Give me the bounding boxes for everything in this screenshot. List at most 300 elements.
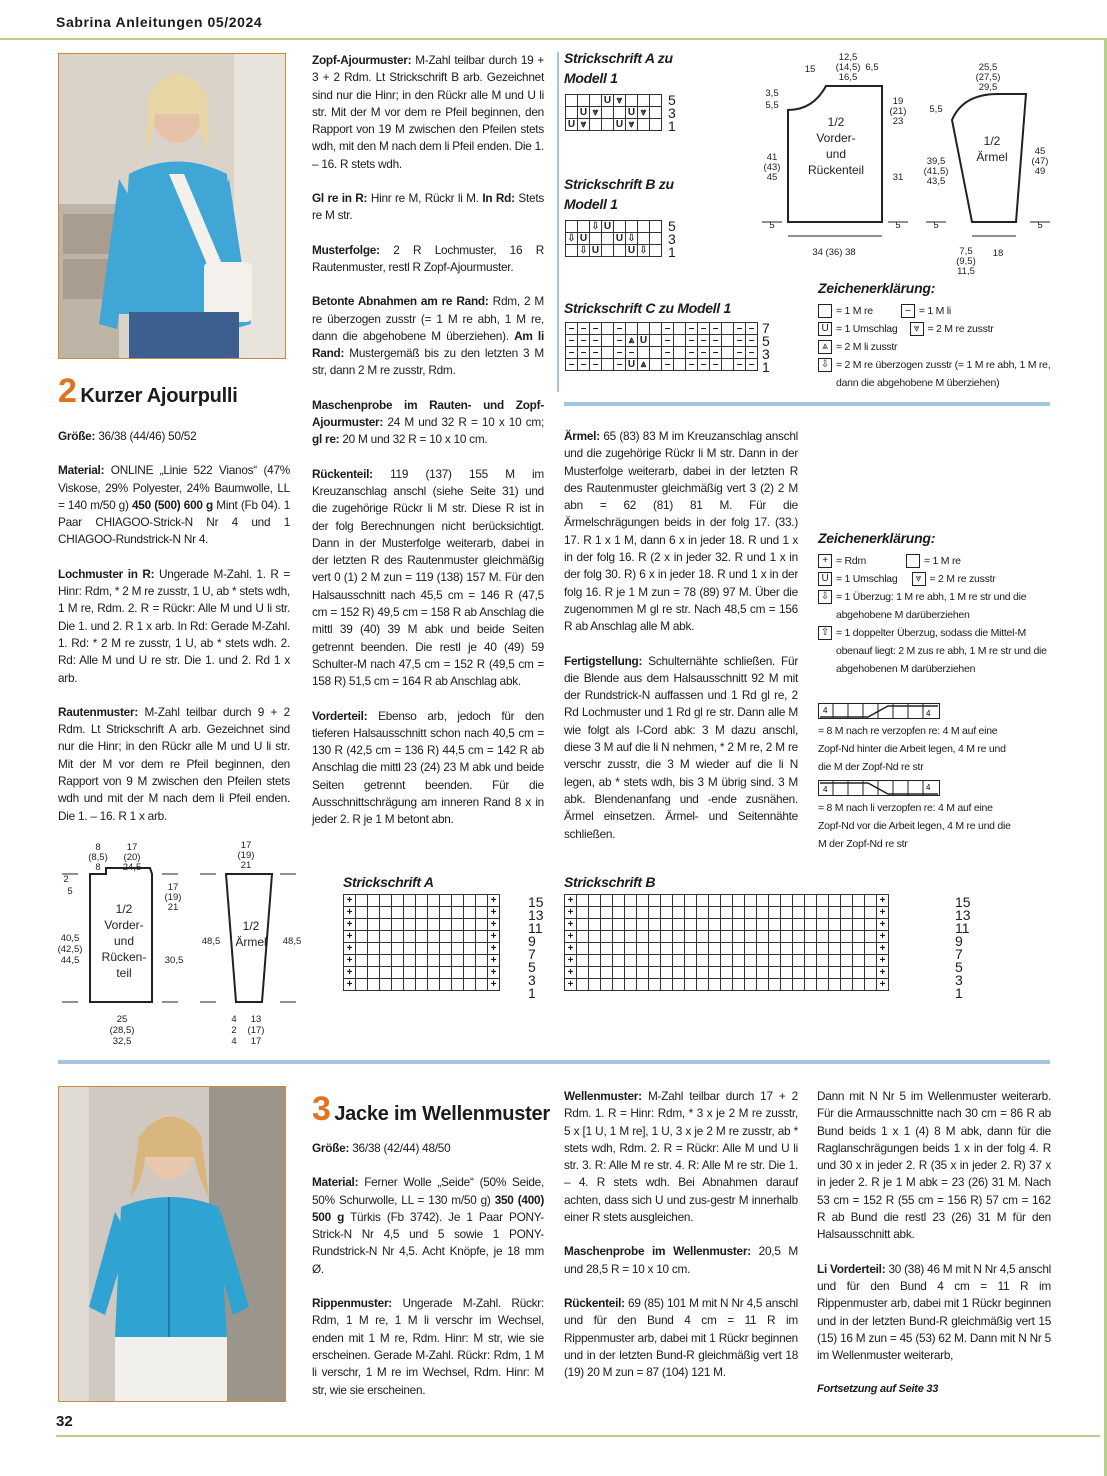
- chart-cell: [356, 931, 368, 943]
- chart-cell: [673, 895, 685, 907]
- svg-text:23: 23: [892, 116, 904, 127]
- chart-cell: [697, 919, 709, 931]
- chart-cell: [613, 967, 625, 979]
- chart-cell: [613, 919, 625, 931]
- chart-cell: [368, 967, 380, 979]
- m2-s17: 17: [240, 840, 252, 851]
- chart-a-model2-rows: 15 13 11 9 7 5 3 1: [528, 894, 544, 1001]
- chart-cell: [817, 943, 829, 955]
- chart-a-model2-title: Strickschrift A: [343, 874, 434, 890]
- chart-cell: [356, 919, 368, 931]
- svg-text:Rücken-: Rücken-: [101, 950, 147, 964]
- svg-text:4: 4: [231, 1036, 237, 1047]
- chart-cell: [661, 943, 673, 955]
- chart-cell: [649, 919, 661, 931]
- legend-model1: = 1 M re – = 1 M li U = 1 Umschlag ⩔ = 2 M re zusstr ⩓ = 2 M li zusstr ⇩ = 2 M re überzogen zusstr (= 1 M re abh, 1 M re, dann die abgehobene M überziehen): [818, 302, 1058, 392]
- m2-405: 40,5: [60, 933, 80, 944]
- chart-cell: [829, 943, 841, 955]
- chart-cell: [440, 967, 452, 979]
- chart-cell: [697, 943, 709, 955]
- svg-text:(27,5): (27,5): [975, 72, 1001, 83]
- chart-cell: [392, 967, 404, 979]
- chart-cell: [805, 967, 817, 979]
- chart-cell: [440, 979, 452, 991]
- chart-cell: [476, 943, 488, 955]
- m2-485: 48,5: [201, 936, 221, 947]
- chart-cell: +: [565, 979, 577, 991]
- chart-cell: +: [344, 931, 356, 943]
- svg-text:(43): (43): [763, 162, 781, 173]
- chart-cell: [637, 895, 649, 907]
- chart-cell: [464, 919, 476, 931]
- chart-cell: [589, 919, 601, 931]
- probe-gl-label: gl re:: [312, 432, 340, 447]
- chart-cell: [661, 955, 673, 967]
- chart-cell: +: [877, 907, 889, 919]
- material-amount: 450 (500) 600 g: [131, 497, 213, 512]
- model3-title: [312, 1090, 550, 1129]
- chart-cell: [613, 943, 625, 955]
- chart-cell: [673, 955, 685, 967]
- chart-cell: [392, 895, 404, 907]
- chart-b-model1-grid: ⇩ U ⇩ U U ⇩ ⇩ U U ⇩: [565, 220, 662, 257]
- chart-cell: [637, 967, 649, 979]
- chart-cell: [476, 955, 488, 967]
- chart-cell: [781, 907, 793, 919]
- chart-cell: [613, 979, 625, 991]
- chart-cell: [649, 967, 661, 979]
- chart-cell: [769, 955, 781, 967]
- chart-cell: [368, 919, 380, 931]
- chart-cell: [757, 943, 769, 955]
- chart-cell: [392, 979, 404, 991]
- chart-cell: [745, 895, 757, 907]
- chart-cell: [452, 931, 464, 943]
- chart-cell: [829, 967, 841, 979]
- chart-cell: [637, 919, 649, 931]
- chart-cell: [673, 919, 685, 931]
- chart-cell: [428, 895, 440, 907]
- chart-cell: [589, 967, 601, 979]
- model3-ruecken2: Dann mit N Nr 5 im Wellenmuster weiterarb. Für die Armausschnitte nach 30 cm = 86 R ab Bund beids 1 x 1 (4) 8 M abk, dann für die Raglanschrägungen beids 1 x in der folg 4. R und 30 x in jeder 2. R (35 x in jeder 2. R) 37 x in jeder 2. R je 1 M abk = 23 (26) 31 M. Nach 53 cm = 152 R (55 cm = 156 R) 57 cm = 162 R ab Bund die restl 23 (26) 31 M für den Halsausschnitt abk.: [817, 1089, 1051, 1242]
- chart-cell: [865, 955, 877, 967]
- continue-note: Fortsetzung auf Seite 33: [817, 1383, 939, 1396]
- svg-text:19: 19: [892, 96, 904, 107]
- svg-text:Ärmel: Ärmel: [235, 935, 267, 949]
- chart-cell: +: [488, 895, 500, 907]
- chart-cell: [769, 919, 781, 931]
- chart-cell: [637, 931, 649, 943]
- chart-cell: [428, 943, 440, 955]
- m2-25: 25: [116, 1014, 128, 1025]
- chart-cell: [781, 955, 793, 967]
- svg-text:4: 4: [926, 783, 931, 792]
- zopf-label: Zopf-Ajourmuster:: [312, 53, 412, 67]
- chart-cell: [416, 931, 428, 943]
- chart-c-model1-title: Strickschrift C zu Modell 1: [564, 300, 731, 316]
- svg-text:5: 5: [895, 220, 901, 231]
- chart-cell: +: [488, 907, 500, 919]
- abn-text: Rdm, 2 M re überzogen zusstr (= 1 M re abh, 1 M re, dann die abgehobene M überziehen).: [312, 294, 544, 343]
- chart-cell: +: [565, 907, 577, 919]
- sym-zusstr2-icon: ⩔: [912, 572, 926, 586]
- svg-text:5,5: 5,5: [765, 100, 779, 111]
- svg-text:Vorder-: Vorder-: [816, 131, 856, 145]
- lochmuster-text: Ungerade M-Zahl. 1. R = Hinr: Rdm, * 2 M re zusstr, 1 U, ab * stets wdh, 1 M re, Rdm. 2. R = Rückr: Alle M und U li str. Die 1. und 2. R 1 x arb. In Rd: Gerade M-Zahl. 1. Rd: * 2 M re zusstr, 1 U, ab * stets wdh. 2. Rd: Alle M und U re str. Die 1. und 2. Rd 1 x arb.: [58, 566, 290, 685]
- svg-text:49: 49: [1034, 166, 1046, 177]
- chart-cell: [476, 967, 488, 979]
- chart-cell: [589, 907, 601, 919]
- chart-cell: [685, 907, 697, 919]
- chart-cell: [428, 967, 440, 979]
- chart-cell: +: [344, 967, 356, 979]
- chart-cell: +: [565, 919, 577, 931]
- model3-heading: Jacke im Wellenmuster: [334, 1103, 550, 1125]
- material-label: Material:: [58, 463, 105, 478]
- chart-cell: [805, 907, 817, 919]
- svg-text:16,5: 16,5: [838, 72, 858, 83]
- vorder-text: Ebenso arb, jedoch für den tieferen Halsausschnitt schon nach 40,5 cm = 130 R (42,5 cm = 136 R) 44,5 cm = 142 R ab Anschlag die mittl 23 (24) 23 M abk und beide Seiten getrennt beenden. Für die Ausschnittschrägung am inneren Rand 8 x in jeder 2. R je 1 M betont abn.: [312, 708, 544, 827]
- ruecken-text: 119 (137) 155 M im Kreuzanschlag anschl (siehe Seite 31) und die zugehörige Rückr li M str. Diese R ist in der folg Berechnungen nicht berücksichtigt. Dann in der Musterfolge weiterarb, dabei in der letzten R des Rautenmuster gleichmäßig vert 0 (1) 2 M zun = 119 (138) 157 M. Für den Halsausschnitt nach 45,5 cm = 146 R (47,5 cm = 152 R) 49,5 cm = 158 R ab Anschlag die mittl 39 (40) 39 M abk und beide Seiten getrennt beenden. Die restl je 40 (49) 59 Schulter-M nach 47,5 cm = 152 R (49,5 cm = 158 R) 51,5 cm = 164 R ab Anschlag abk.: [312, 466, 545, 689]
- chart-cell: [416, 919, 428, 931]
- chart-cell: [853, 955, 865, 967]
- chart-cell: [781, 979, 793, 991]
- svg-text:21: 21: [240, 860, 252, 871]
- chart-cell: [464, 955, 476, 967]
- chart-cell: [733, 943, 745, 955]
- chart-cell: [380, 895, 392, 907]
- chart-cell: [625, 979, 637, 991]
- chart-cell: [769, 943, 781, 955]
- chart-cell: [793, 967, 805, 979]
- chart-cell: +: [877, 967, 889, 979]
- svg-text:(8,5): (8,5): [88, 852, 108, 863]
- chart-cell: [476, 895, 488, 907]
- chart-cell: [368, 895, 380, 907]
- chart-cell: [464, 895, 476, 907]
- chart-cell: [853, 967, 865, 979]
- chart-cell: [829, 919, 841, 931]
- chart-cell: [793, 895, 805, 907]
- folge-label: Musterfolge:: [312, 242, 380, 257]
- svg-text:4: 4: [926, 709, 931, 718]
- glre-rd-label: In Rd:: [482, 191, 515, 206]
- chart-cell: [577, 895, 589, 907]
- chart-cell: [649, 907, 661, 919]
- footer-line: [56, 1435, 1100, 1437]
- chart-cell: [625, 907, 637, 919]
- chart-cell: [356, 979, 368, 991]
- photo-model2: [58, 53, 286, 359]
- sym-li-icon: –: [901, 304, 915, 318]
- sym-re-icon: [818, 304, 832, 318]
- chart-cell: [685, 979, 697, 991]
- chart-cell: [709, 943, 721, 955]
- svg-text:und: und: [113, 934, 135, 948]
- column-4b-text: Dann mit N Nr 5 im Wellenmuster weiterarb. Für die Armausschnitte nach 30 cm = 86 R ab Bund beids 1 x 1 (4) 8 M abk, dann für die Raglanschrägungen beids 1 x in der folg 4. R und 30 x in jeder 2. R (35 x in jeder 2. R) 37 x in jeder 2. R je 1 M abk = 23 (26) 31 M. Nach 53 cm = 152 R (55 cm = 156 R) 57 cm = 162 R ab Bund die restl 23 (26) 31 M für den Halsausschnitt abk. Li Vorderteil: 30 (38) 46 M mit N Nr 4,5 anschl und für den Bund 4 cm = 11 R im Rippenmuster arb, dabei mit 1 Rückr beginnen und in der letzten Bund-R gleichmäßig vert 15 (15) 16 M zun = 45 (53) 62 M. Dann mit N Nr 5 im Wellenmuster weiterarb, Fortsetzung auf Seite 33: [817, 1088, 1051, 1416]
- m2-5: 5: [67, 886, 73, 897]
- chart-cell: [356, 943, 368, 955]
- fertig-text: Schulternähte schließen. Für die Blende aus dem Halsausschnitt 92 M mit der Rundstrick-N auffassen und 1 Rd gl re, 2 Rd Lochmuster und 1 Rd gl re str. Dann alle M wie folgt als I-Cord abk: 3 M dazu anschl, diese 3 M auf die li N nehmen, * 2 M re, 2 M re verschr zusstr, die 3 M wieder auf die li N legen, ab * stets wdh, bis 3 M übrig sind. 3 M abk. Blendenanfang und -ende zusnähen. Ärmel einsetzen. Ärmel- und Seitennähte schließen.: [564, 653, 798, 841]
- svg-text:45: 45: [1034, 146, 1046, 157]
- chart-cell: [817, 907, 829, 919]
- chart-cell: [853, 919, 865, 931]
- model3-probe: 20,5 M und 28,5 R = 10 x 10 cm.: [564, 1244, 798, 1276]
- chart-cell: [356, 895, 368, 907]
- chart-cell: [440, 907, 452, 919]
- ruecken-label: Rückenteil:: [312, 466, 373, 481]
- chart-b-model2-rows: 15 13 11 9 7 5 3 1: [955, 894, 971, 1001]
- chart-cell: [404, 919, 416, 931]
- chart-cell: [697, 907, 709, 919]
- sym-umschlag-icon: U: [818, 322, 832, 336]
- chart-cell: [404, 943, 416, 955]
- svg-text:8: 8: [95, 862, 101, 873]
- chart-cell: [661, 967, 673, 979]
- chart-cell: [685, 895, 697, 907]
- m2-13: 13: [250, 1014, 262, 1025]
- chart-a-model2-grid: [343, 894, 500, 991]
- chart-cell: [601, 955, 613, 967]
- column-4-text: [817, 428, 1051, 445]
- chart-cell: [380, 907, 392, 919]
- chart-cell: +: [488, 979, 500, 991]
- chart-cell: [697, 967, 709, 979]
- chart-cell: [853, 931, 865, 943]
- probe-label: Maschenprobe im Rauten- und Zopf-Ajourmuster:: [312, 397, 544, 430]
- chart-cell: [757, 895, 769, 907]
- chart-cell: [685, 931, 697, 943]
- svg-text:(19): (19): [164, 892, 182, 903]
- chart-cell: [380, 967, 392, 979]
- chart-cell: [649, 943, 661, 955]
- chart-cell: [577, 979, 589, 991]
- glre-rd-text: Stets re M str.: [312, 191, 545, 223]
- chart-cell: [853, 907, 865, 919]
- aermel-text: 65 (83) 83 M im Kreuzanschlag anschl und die zugehörige Rückr li M str. Dann in der Musterfolge weiterarb, dabei in der letzten R des Rautenmuster gleichmäßig vert 3 (2) 2 M abn = 62 (81) 81 M. Für die Ärmelschrägungen beids in der folg 17. (33.) 17. R 1 x 1 M, dann 6 x in jeder 18. R und 1 x in der folg 16. R (2 x in jeder 32. R und 1 x in der folg 30. R) 6 x in jeder 18. R und 1 x in der folg 16. R je 1 M zun = 78 (89) 97 M. Über die zugenommen M gl re str. Nach 48,5 cm = 156 R ab Anschlag alle M abk.: [564, 429, 798, 634]
- photo-model3: [58, 1086, 286, 1402]
- chart-cell: [721, 895, 733, 907]
- svg-text:31: 31: [892, 172, 904, 183]
- lochmuster-label: Lochmuster in R:: [58, 566, 155, 581]
- chart-cell: [416, 895, 428, 907]
- cable-left-icon: [818, 780, 940, 796]
- chart-cell: [709, 895, 721, 907]
- chart-cell: [745, 979, 757, 991]
- svg-text:4: 4: [823, 785, 828, 794]
- column-3b-text: Wellenmuster: M-Zahl teilbar durch 17 + 2 Rdm. 1. R = Hinr: Rdm, * 3 x je 2 M re zusstr, 5 x [1 U, 1 M re], 1 U, 3 x je 2 M re zusstr, ab * stets wdh, Rdm. 2. R = Rückr: Alle M und U li str. 3. R: Alle M re str. 4. R: Alle M re str. Die 1. – 4. R stets wdh. Bei Abnahmen darauf achten, dass sich U und zus-gestr M innerhalb einer R stets ausgleichen. Maschenprobe im Wellenmuster: 20,5 M und 28,5 R = 10 x 10 cm. Rückenteil: 69 (85) 101 M mit N Nr 4,5 anschl und für den Bund 4 cm = 11 R im Rippenmuster arb, dabei mit 1 Rückr beginnen und in der letzten Bund-R gleichmäßig vert 18 (19) 20 M zun = 87 (104) 121 M.: [564, 1089, 798, 1380]
- chart-cell: [368, 907, 380, 919]
- chart-cell: [625, 895, 637, 907]
- chart-cell: [589, 895, 601, 907]
- chart-cell: [805, 895, 817, 907]
- chart-cell: [745, 931, 757, 943]
- model3-wellen: M-Zahl teilbar durch 17 + 2 Rdm. 1. R = Hinr: Rdm, * 3 x je 2 M re zusstr, 5 x [1 U, 1 M re], 1 U, 3 x je 2 M re zusstr, ab * stets wdh, Rdm. 2. R = Rückr: Alle M und U li str. 3. R: Alle M re str. 4. R: Alle M re str. Die 1. – 4. R stets wdh. Bei Abnahmen darauf achten, dass sich U und zus-gestr M innerhalb einer R stets ausgleichen.: [564, 1089, 798, 1225]
- chart-cell: [865, 907, 877, 919]
- chart-cell: [673, 907, 685, 919]
- chart-cell: [733, 919, 745, 931]
- chart-cell: [817, 895, 829, 907]
- chart-cell: +: [344, 907, 356, 919]
- chart-cell: +: [877, 895, 889, 907]
- legend-model1-title: Zeichenerklärung:: [818, 280, 936, 296]
- chart-cell: [601, 919, 613, 931]
- chart-cell: [440, 895, 452, 907]
- chart-cell: +: [344, 979, 356, 991]
- chart-cell: [733, 931, 745, 943]
- m2-8: 8: [95, 842, 101, 853]
- sym-zusstr-icon: ⩔: [910, 322, 924, 336]
- svg-text:29,5: 29,5: [978, 82, 998, 93]
- chart-cell: [817, 931, 829, 943]
- chart-cell: [865, 979, 877, 991]
- chart-model1-divider: [557, 52, 559, 392]
- chart-cell: [733, 895, 745, 907]
- chart-cell: [745, 967, 757, 979]
- chart-cell: [853, 943, 865, 955]
- chart-cell: [781, 943, 793, 955]
- chart-cell: [577, 955, 589, 967]
- chart-cell: [769, 967, 781, 979]
- svg-text:(9,5): (9,5): [956, 256, 976, 267]
- chart-cell: [829, 979, 841, 991]
- chart-cell: [452, 955, 464, 967]
- chart-cell: [380, 931, 392, 943]
- chart-cell: [709, 979, 721, 991]
- chart-cell: [865, 967, 877, 979]
- m2-2: 2: [63, 874, 69, 885]
- svg-text:25,5: 25,5: [978, 62, 998, 73]
- rauten-text: M-Zahl teilbar durch 9 + 2 Rdm. Lt Strickschrift A arb. Gezeichnet sind nur die Hinr; in den Rückr alle M und U li str. Mit der M vor dem re Pfeil beginnen, den Rapport von 9 M zwischen den Pfeilen stets wdh und mit der M nach dem li Pfeil enden. Die 1. – 16. R 1 x arb.: [58, 704, 290, 823]
- chart-cell: [793, 979, 805, 991]
- m2-sleeve-label: 1/2: [242, 919, 260, 933]
- legend-model2: + = Rdm = 1 M re U = 1 Umschlag ⩔ = 2 M re zusstr ⇩ = 1 Überzug: 1 M re abh, 1 M re str und die abgehobene M darüberziehen ⇧ = 1 doppelter Überzug, sodass die Mittel-M obenauf liegt: 2 M zus re abh, 1 M re str und die abgehobenen M darüberziehen: [818, 552, 1048, 678]
- chart-cell: [757, 919, 769, 931]
- svg-text:5,5: 5,5: [929, 104, 943, 115]
- material-text: ONLINE „Linie 522 Vianos“ (47% Viskose, 29% Polyester, 24% Baumwolle, LL = 140 m/50 g): [58, 463, 290, 512]
- chart-cell: [452, 895, 464, 907]
- chart-cell: [428, 931, 440, 943]
- chart-cell: [721, 919, 733, 931]
- chart-cell: [769, 931, 781, 943]
- chart-cell: [404, 955, 416, 967]
- svg-text:41: 41: [766, 152, 778, 163]
- chart-cell: [709, 931, 721, 943]
- chart-cell: [697, 955, 709, 967]
- chart-cell: [841, 955, 853, 967]
- chart-b-model1-rows: 5 3 1: [668, 218, 676, 260]
- chart-cell: [841, 967, 853, 979]
- chart-cell: [637, 943, 649, 955]
- svg-text:21: 21: [167, 902, 179, 913]
- chart-cell: [745, 907, 757, 919]
- sym-doppelt-icon: ⇧: [818, 626, 832, 640]
- chart-cell: [841, 907, 853, 919]
- chart-cell: [625, 967, 637, 979]
- chart-cell: [380, 943, 392, 955]
- chart-cell: [721, 943, 733, 955]
- chart-cell: [416, 979, 428, 991]
- chart-cell: [464, 979, 476, 991]
- chart-cell: [805, 943, 817, 955]
- chart-cell: [649, 979, 661, 991]
- chart-cell: +: [344, 943, 356, 955]
- chart-cell: +: [488, 967, 500, 979]
- chart-cell: [452, 919, 464, 931]
- svg-text:1/2: 1/2: [827, 115, 845, 129]
- chart-cell: [685, 943, 697, 955]
- chart-cell: [829, 931, 841, 943]
- chart-cell: [368, 955, 380, 967]
- chart-cell: [577, 931, 589, 943]
- photo-model2-illustration: [59, 54, 286, 359]
- chart-cell: [793, 931, 805, 943]
- chart-cell: [661, 907, 673, 919]
- chart-cell: +: [565, 955, 577, 967]
- chart-cell: [380, 919, 392, 931]
- chart-cell: [805, 955, 817, 967]
- aermel-label: Ärmel:: [564, 429, 600, 443]
- m2-front-label1: 1/2: [115, 902, 133, 916]
- legend-model2-title: Zeichenerklärung:: [818, 530, 936, 546]
- chart-cell: [649, 955, 661, 967]
- cable-right-icon: [818, 703, 940, 719]
- chart-cell: +: [877, 979, 889, 991]
- model3-number: 3: [312, 1090, 331, 1128]
- model2-title: [58, 372, 238, 411]
- chart-cell: [613, 895, 625, 907]
- chart-cell: [356, 955, 368, 967]
- chart-b-model2-title: Strickschrift B: [564, 874, 656, 890]
- svg-text:Ärmel: Ärmel: [976, 150, 1008, 164]
- chart-cell: [817, 919, 829, 931]
- svg-text:7,5: 7,5: [959, 246, 973, 257]
- chart-cell: [745, 955, 757, 967]
- chart-cell: [805, 919, 817, 931]
- model3-livorder: 30 (38) 46 M mit N Nr 4,5 anschl und für den Bund 4 cm = 11 R im Rippenmuster arb, dabei mit 1 Rückr beginnen und in der letzten Bund-R gleichmäßig vert 15 (15) 16 M zun = 45 (53) 62 M. Dann mit N Nr 5 im Wellenmuster weiterarb,: [817, 1261, 1052, 1363]
- chart-a-model1-rows: 5 3 1: [668, 92, 676, 134]
- chart-cell: [452, 907, 464, 919]
- chart-cell: [380, 979, 392, 991]
- chart-cell: +: [488, 955, 500, 967]
- chart-cell: [673, 931, 685, 943]
- chart-cell: [625, 943, 637, 955]
- chart-cell: [476, 907, 488, 919]
- svg-text:teil: teil: [116, 966, 132, 980]
- chart-cell: [817, 967, 829, 979]
- model3-rippen: Ungerade M-Zahl. Rückr: Rdm, 1 M re, 1 M li verschr im Wechsel, enden mit 1 M re, Rdm. Hinr: M str, wie sie erscheinen. Gerade M-Zahl. Rückr: Rdm, 1 M li verschr, 1 M re im Wechsel, Rdm. Hinr: M str, wie sie erscheinen.: [312, 1296, 545, 1397]
- chart-cell: [428, 907, 440, 919]
- chart-cell: [721, 967, 733, 979]
- chart-cell: [356, 907, 368, 919]
- svg-text:5: 5: [1037, 220, 1043, 231]
- chart-cell: [625, 955, 637, 967]
- chart-cell: [733, 979, 745, 991]
- chart-cell: [428, 955, 440, 967]
- chart-cell: [793, 919, 805, 931]
- chart-cell: [829, 895, 841, 907]
- cable-left-note: = 8 M nach li verzopfen re: 4 M auf eine Zopf-Nd vor die Arbeit legen, 4 M re und die M der Zopf-Nd re str: [818, 802, 1011, 850]
- chart-a-model1-title: Strickschrift A zu Modell 1: [564, 50, 673, 86]
- chart-cell: [476, 931, 488, 943]
- chart-cell: [661, 931, 673, 943]
- chart-cell: [368, 931, 380, 943]
- chart-cell: [829, 955, 841, 967]
- chart-cell: [781, 895, 793, 907]
- column-3-text: [564, 428, 798, 860]
- svg-text:2: 2: [231, 1025, 237, 1036]
- chart-cell: [697, 979, 709, 991]
